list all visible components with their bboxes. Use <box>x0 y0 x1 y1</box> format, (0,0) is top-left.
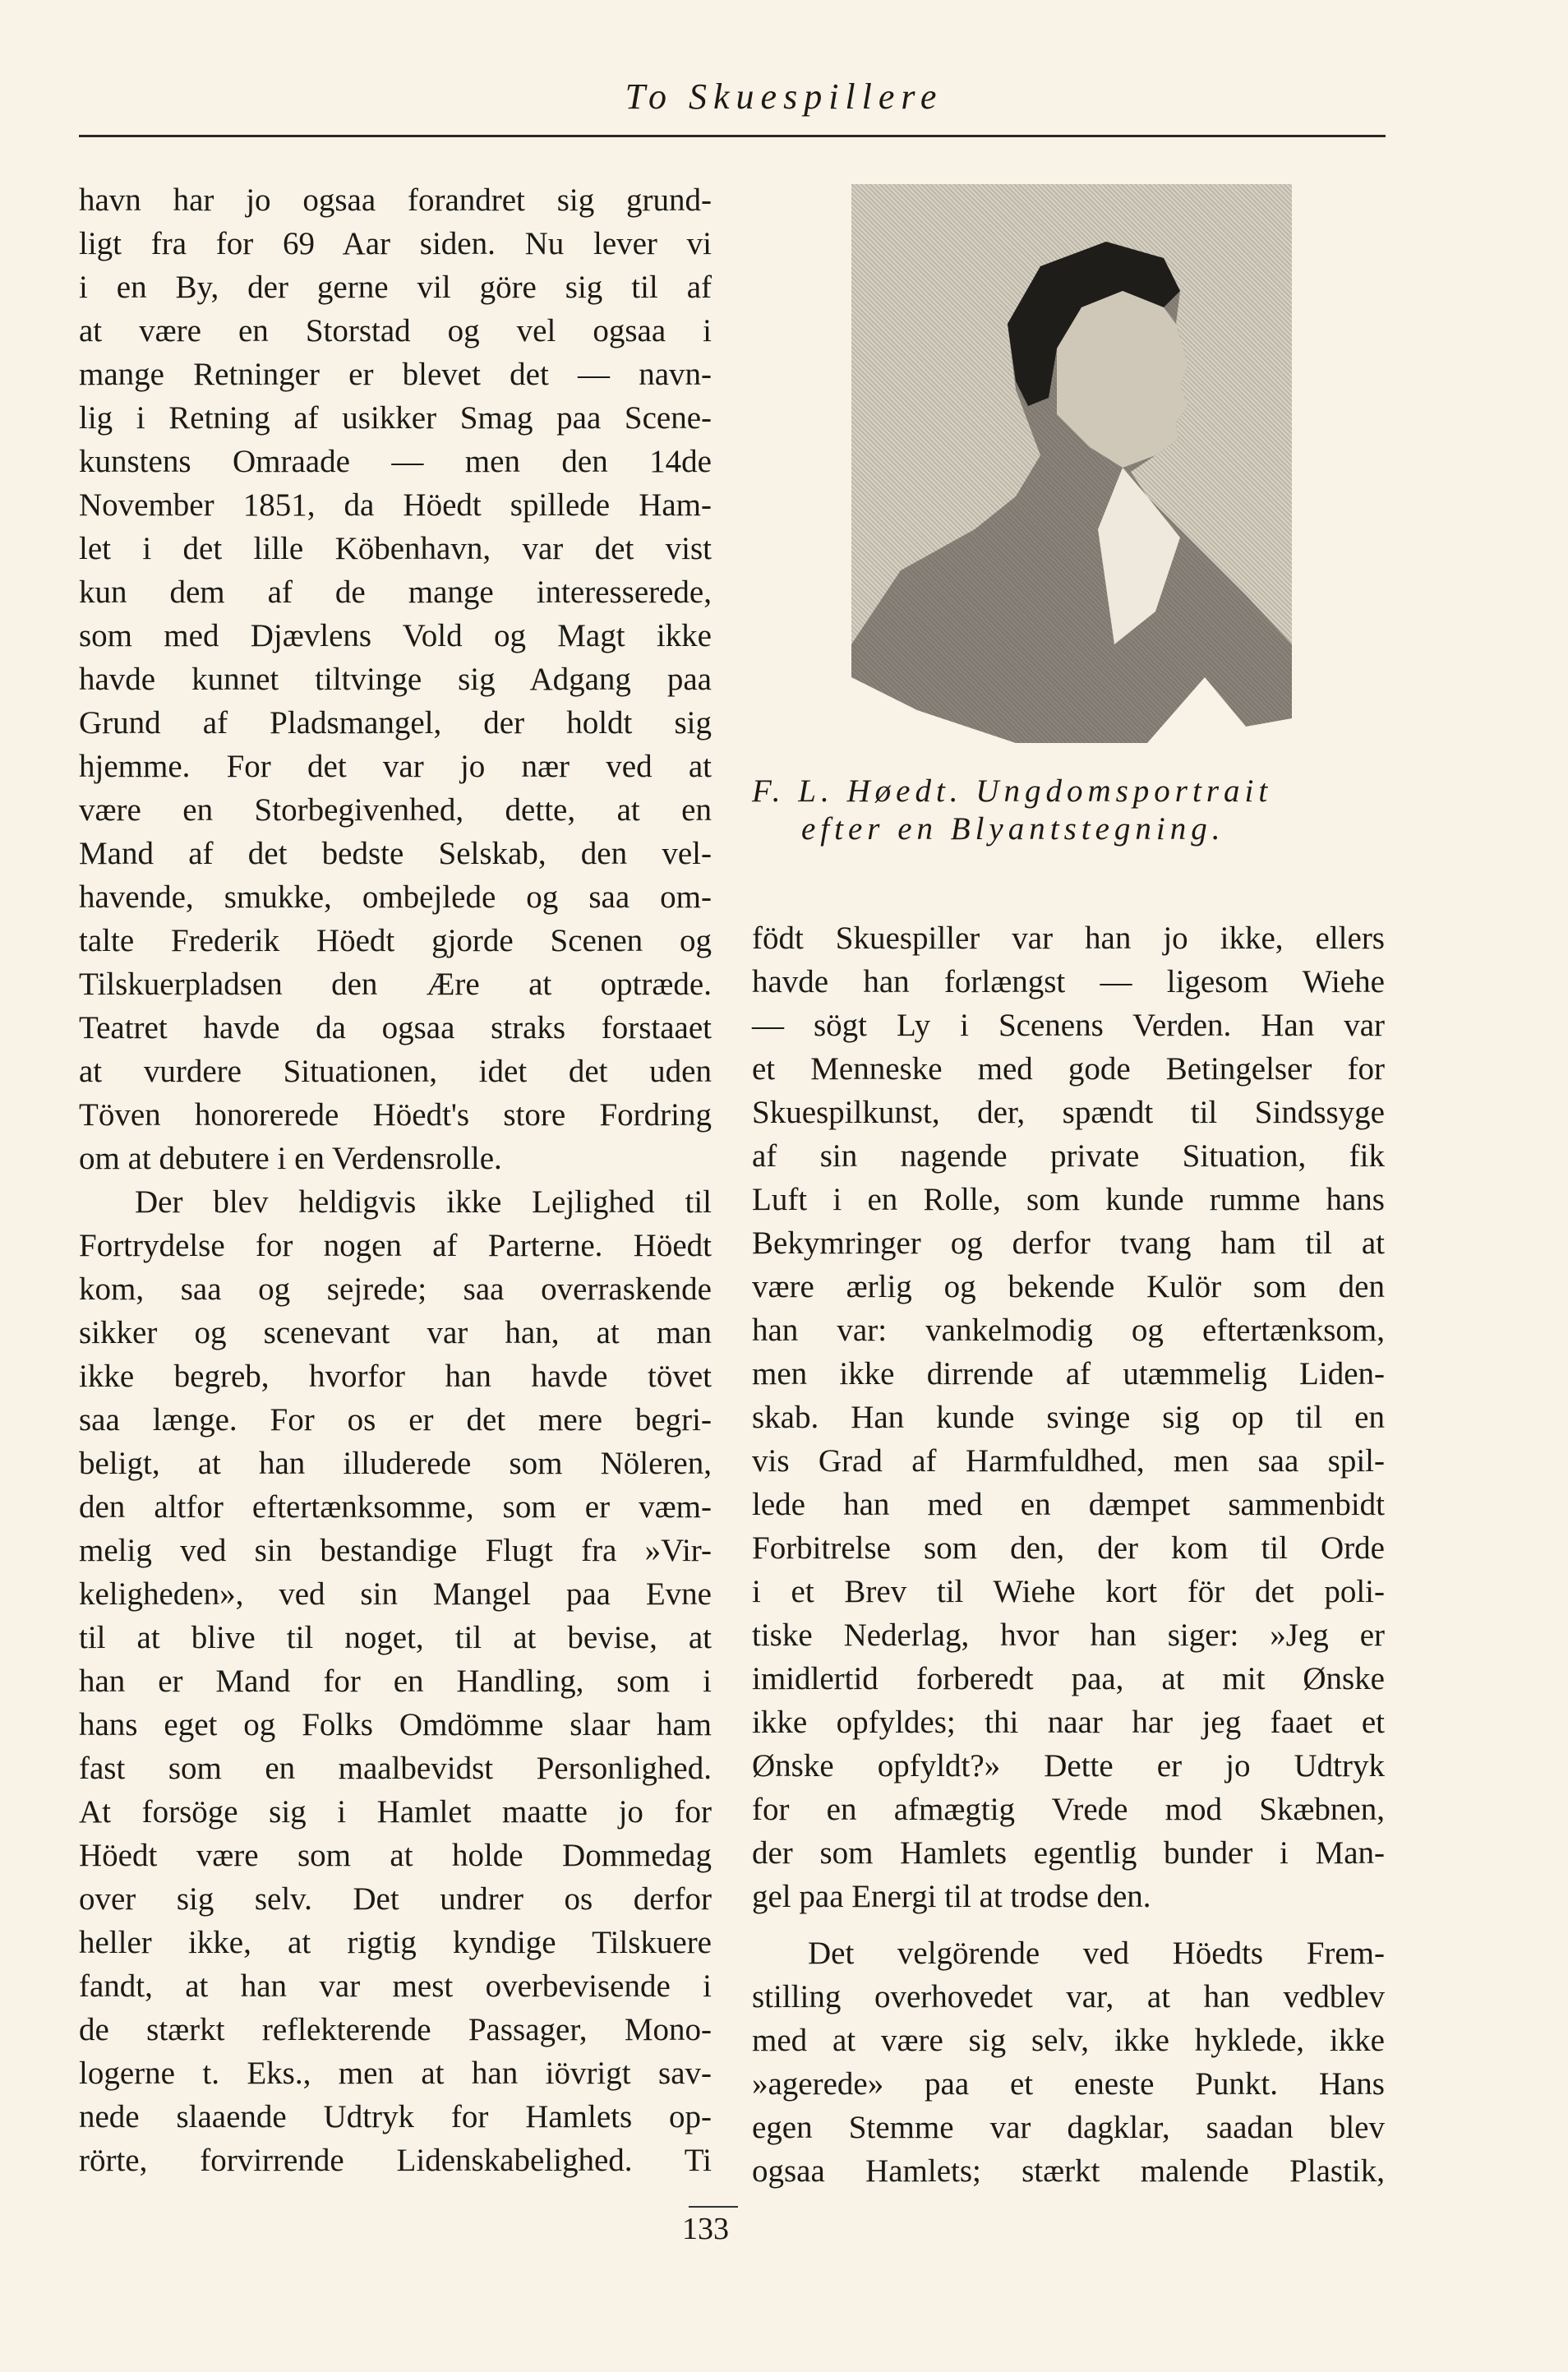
text-line: den altfor eftertænksomme, som er væm- <box>79 1489 712 1525</box>
text-line: i en By, der gerne vil göre sig til af <box>79 270 712 305</box>
text-line: Ønske opfyldt?» Dette er jo Udtryk <box>752 1748 1385 1784</box>
text-line: rörte, forvirrende Lidenskabelighed. Ti <box>79 2143 712 2178</box>
text-line: At forsöge sig i Hamlet maatte jo for <box>79 1794 712 1830</box>
text-line: let i det lille Köbenhavn, var det vist <box>79 531 712 566</box>
text-line: havende, smukke, ombejlede og saa om- <box>79 879 712 915</box>
text-line: keligheden», ved sin Mangel paa Evne <box>79 1576 712 1612</box>
text-line: imidlertid forberedt paa, at mit Ønske <box>752 1661 1385 1696</box>
paragraph <box>79 178 712 1180</box>
text-line: ligt fra for 69 Aar siden. Nu lever vi <box>79 226 712 261</box>
text-line: han var: vankelmodig og eftertænksom, <box>752 1313 1385 1348</box>
text-line: kunstens Omraade — men den 14de <box>79 444 712 479</box>
text-line: Der blev heldigvis ikke Lejlighed til <box>135 1184 712 1220</box>
page-number-rule <box>689 2206 738 2208</box>
text-line: sikker og scenevant var han, at man <box>79 1315 712 1350</box>
text-line: melig ved sin bestandige Flugt fra »Vir- <box>79 1533 712 1568</box>
left-column <box>79 178 712 2182</box>
text-line: saa længe. For os er det mere begri- <box>79 1402 712 1438</box>
text-line: Höedt være som at holde Dommedag <box>79 1838 712 1873</box>
text-line: Fortrydelse for nogen af Parterne. Höedt <box>79 1228 712 1263</box>
text-line: fandt, at han var mest overbevisende i <box>79 1968 712 2004</box>
text-line: fast som en maalbevidst Personlighed. <box>79 1751 712 1786</box>
text-line: lig i Retning af usikker Smag paa Scene- <box>79 400 712 436</box>
text-line: Tilskuerpladsen den Ære at optræde. <box>79 967 712 1002</box>
running-header: To Skuespillere <box>625 76 943 117</box>
paragraph <box>752 1931 1385 2193</box>
text-line: kom, saa og sejrede; saa overraskende <box>79 1271 712 1307</box>
text-line: der som Hamlets egentlig bunder i Man- <box>752 1835 1385 1871</box>
text-line: havde kunnet tiltvinge sig Adgang paa <box>79 662 712 697</box>
text-line: at være en Storstad og vel ogsaa i <box>79 313 712 348</box>
text-line: talte Frederik Höedt gjorde Scenen og <box>79 923 712 958</box>
header-rule <box>79 135 1386 137</box>
text-line: Forbitrelse som den, der kom til Orde <box>752 1530 1385 1566</box>
text-line: med at være sig selv, ikke hyklede, ikke <box>752 2023 1385 2058</box>
text-line: Mand af det bedste Selskab, den vel- <box>79 836 712 871</box>
text-line: et Menneske med gode Betingelser for <box>752 1051 1385 1087</box>
text-line: mange Retninger er blevet det — navn- <box>79 357 712 392</box>
text-line: heller ikke, at rigtig kyndige Tilskuere <box>79 1925 712 1960</box>
text-line: nede slaaende Udtryk for Hamlets op- <box>79 2099 712 2134</box>
text-line: beligt, at han illuderede som Nöleren, <box>79 1446 712 1481</box>
text-line: hans eget og Folks Omdömme slaar ham <box>79 1707 712 1742</box>
text-line: havde han forlængst — ligesom Wiehe <box>752 964 1385 999</box>
text-line: Töven honorerede Höedt's store Fordring <box>79 1097 712 1133</box>
text-line: skab. Han kunde svinge sig op til en <box>752 1400 1385 1435</box>
text-line: födt Skuespiller var han jo ikke, ellers <box>752 921 1385 956</box>
text-line: være en Storbegivenhed, dette, at en <box>79 792 712 828</box>
text-line: som med Djævlens Vold og Magt ikke <box>79 618 712 653</box>
text-line: Grund af Pladsmangel, der holdt sig <box>79 705 712 741</box>
text-line: af sin nagende private Situation, fik <box>752 1138 1385 1174</box>
text-line: til at blive til noget, til at bevise, at <box>79 1620 712 1655</box>
text-line: over sig selv. Det undrer os derfor <box>79 1881 712 1917</box>
portrait-illustration <box>851 184 1292 743</box>
text-line: egen Stemme var dagklar, saadan blev <box>752 2110 1385 2145</box>
text-line: i et Brev til Wiehe kort för det poli- <box>752 1574 1385 1609</box>
text-line: ogsaa Hamlets; stærkt malende Plastik, <box>752 2153 1385 2189</box>
text-line: tiske Nederlag, hvor han siger: »Jeg er <box>752 1617 1385 1653</box>
text-line: ikke begreb, hvorfor han havde tövet <box>79 1359 712 1394</box>
text-line: ikke opfyldes; thi naar har jeg faaet et <box>752 1705 1385 1740</box>
text-line: at vurdere Situationen, idet det uden <box>79 1054 712 1089</box>
text-line: hjemme. For det var jo nær ved at <box>79 749 712 784</box>
right-column <box>752 916 1385 2193</box>
text-line: vis Grad af Harmfuldhed, men saa spil- <box>752 1443 1385 1479</box>
text-line: Teatret havde da ogsaa straks forstaaet <box>79 1010 712 1045</box>
text-line: November 1851, da Höedt spillede Ham- <box>79 487 712 523</box>
text-line: han er Mand for en Handling, som i <box>79 1664 712 1699</box>
portrait-drawing <box>851 184 1292 743</box>
text-line: Bekymringer og derfor tvang ham til at <box>752 1225 1385 1261</box>
caption-line: F. L. Høedt. Ungdomsportrait <box>752 773 1273 809</box>
text-line: logerne t. Eks., men at han iövrigt sav- <box>79 2056 712 2091</box>
text-line: »agerede» paa et eneste Punkt. Hans <box>752 2066 1385 2102</box>
text-line: Skuespilkunst, der, spændt til Sindssyge <box>752 1095 1385 1130</box>
text-line: stilling overhovedet var, at han vedblev <box>752 1979 1385 2014</box>
text-line: Luft i en Rolle, som kunde rumme hans <box>752 1182 1385 1217</box>
text-line: for en afmægtig Vrede mod Skæbnen, <box>752 1792 1385 1827</box>
page-number: 133 <box>682 2212 729 2246</box>
text-line: om at debutere i en Verdensrolle. <box>79 1141 502 1176</box>
paragraph <box>752 916 1385 1918</box>
text-line: lede han med en dæmpet sammenbidt <box>752 1487 1385 1522</box>
text-line: Det velgörende ved Höedts Frem- <box>808 1936 1385 1971</box>
text-line: de stærkt reflekterende Passager, Mono- <box>79 2012 712 2047</box>
text-line: — sögt Ly i Scenens Verden. Han var <box>752 1008 1385 1043</box>
text-line: kun dem af de mange interesserede, <box>79 575 712 610</box>
figure-caption <box>752 773 1385 848</box>
paragraph <box>79 1180 712 2182</box>
caption-line: efter en Blyantstegning. <box>801 811 1225 847</box>
text-line: men ikke dirrende af utæmmelig Liden- <box>752 1356 1385 1391</box>
text-line: gel paa Energi til at trodse den. <box>752 1879 1151 1914</box>
text-line: være ærlig og bekende Kulör som den <box>752 1269 1385 1304</box>
text-line: havn har jo ogsaa forandret sig grund- <box>79 182 712 218</box>
